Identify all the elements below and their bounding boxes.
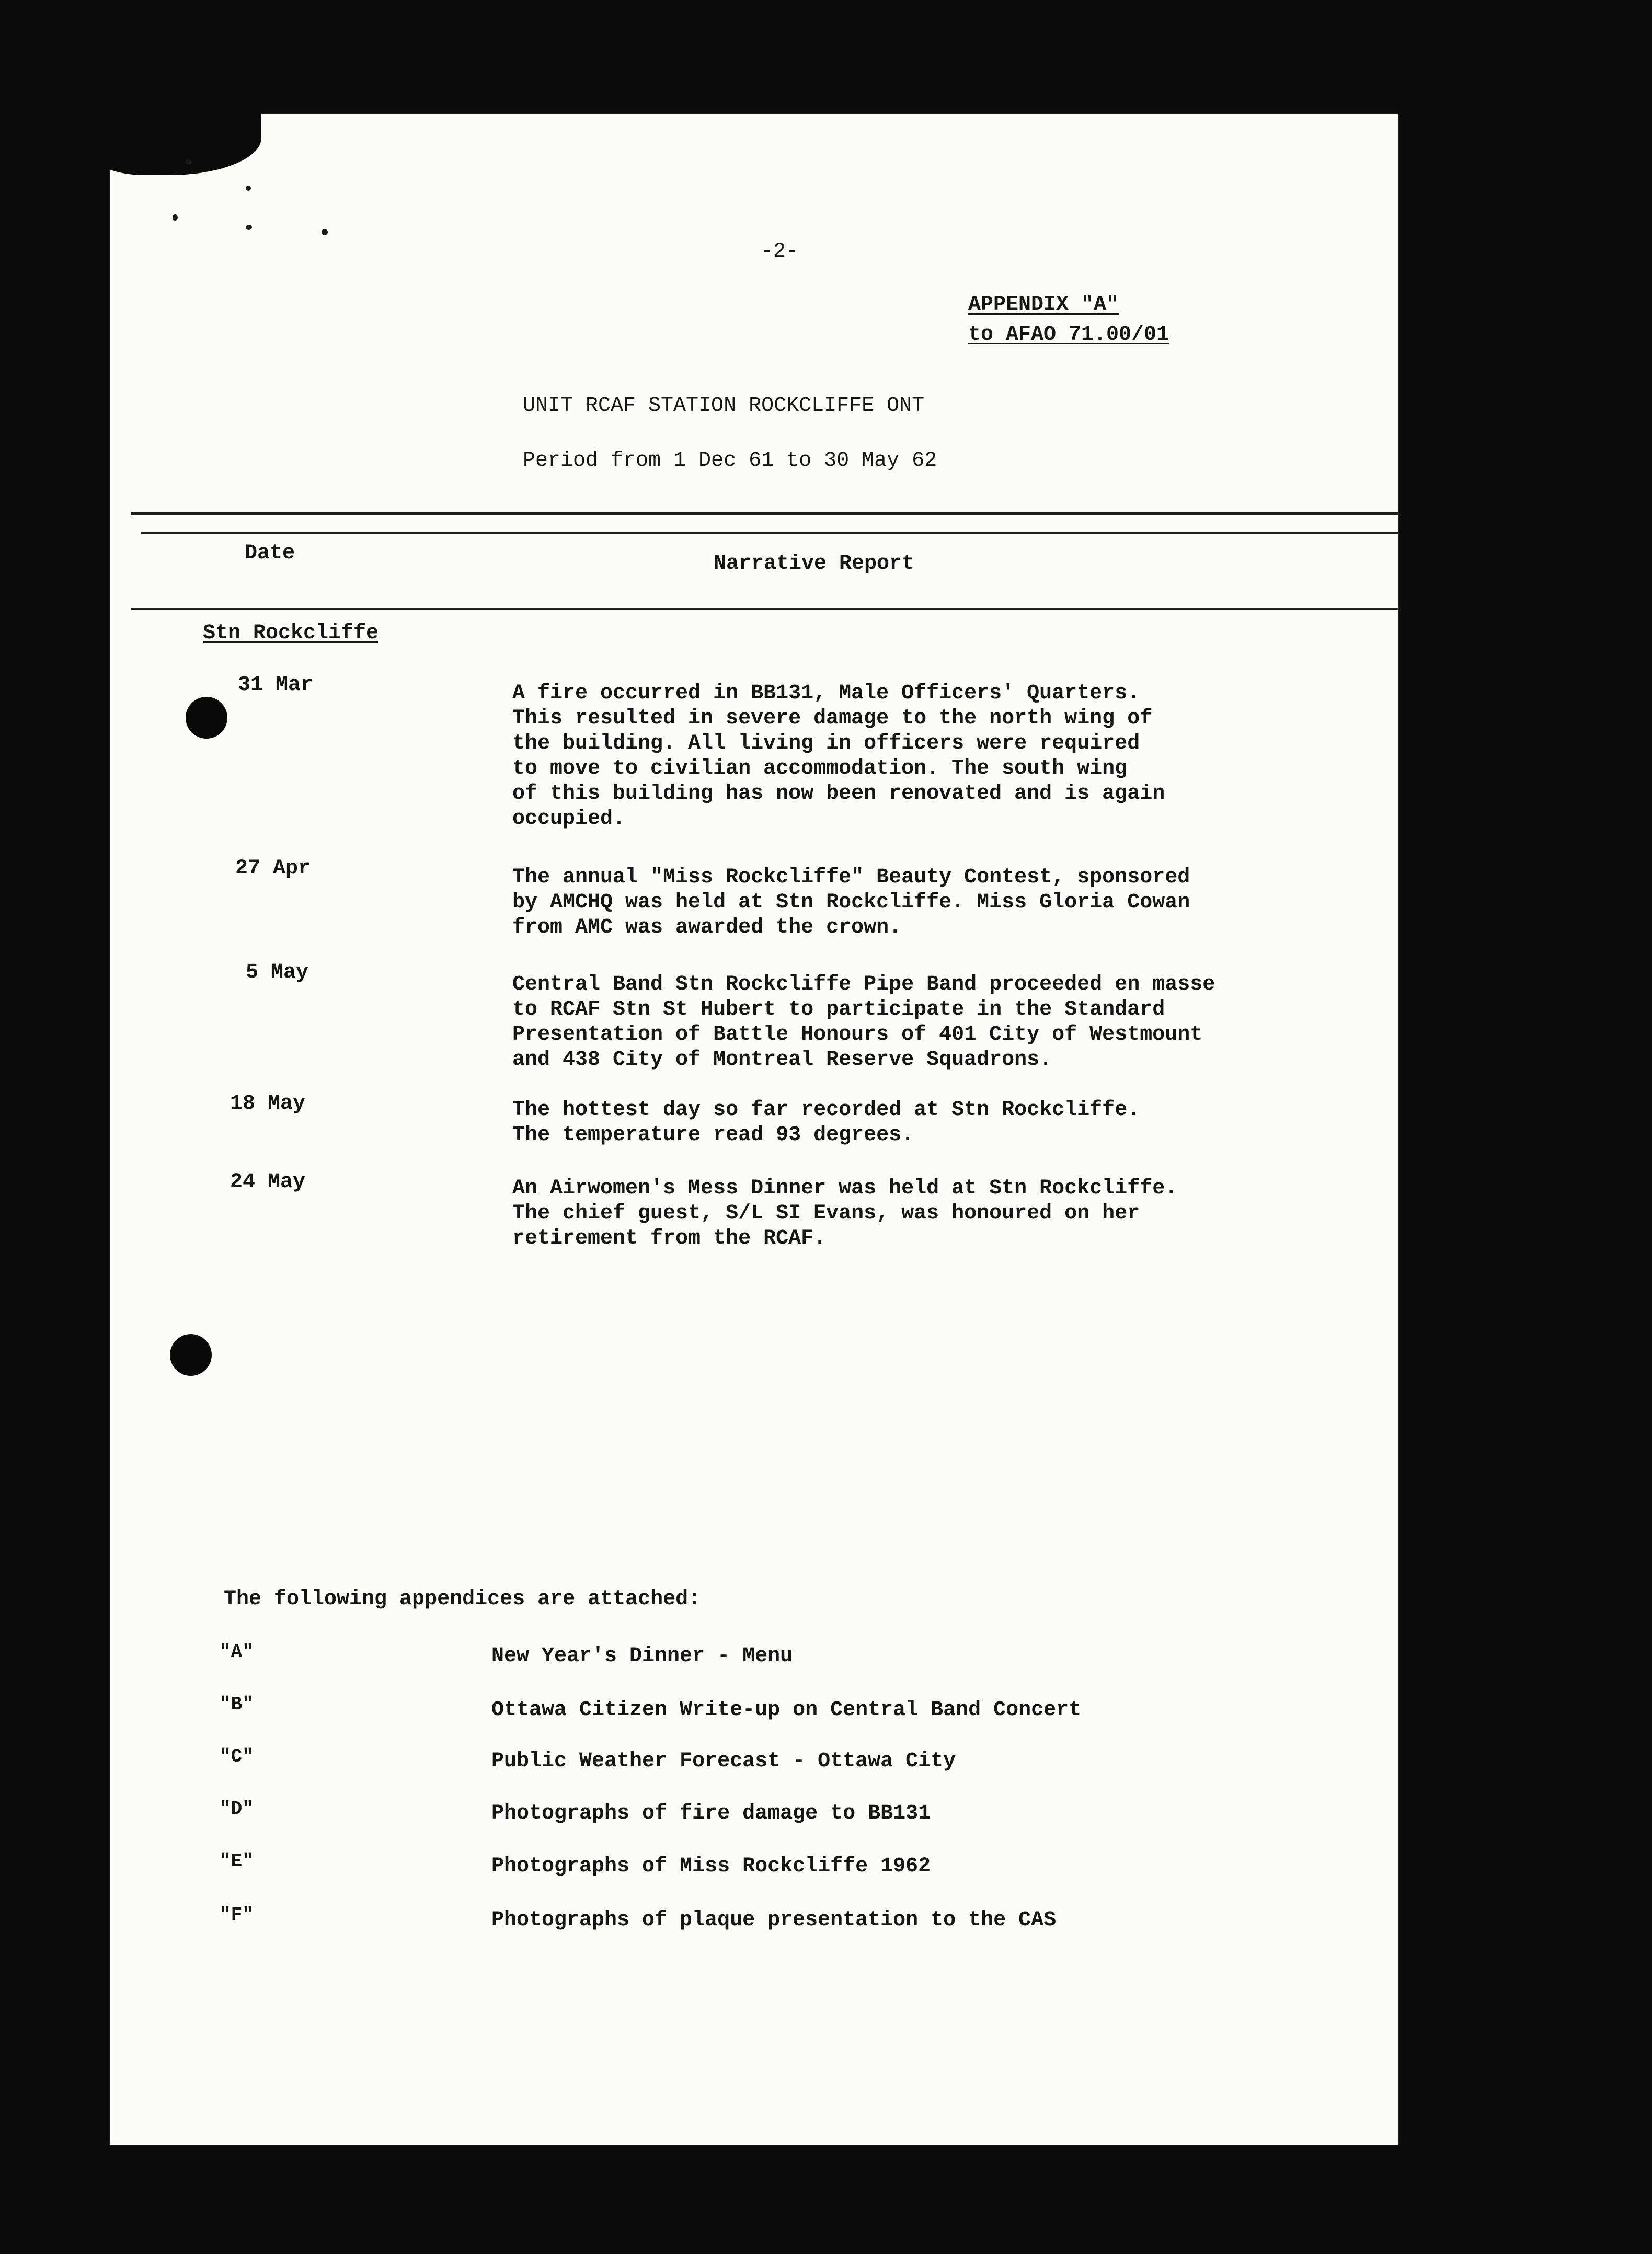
appendix-description: Photographs of fire damage to BB131 — [491, 1802, 931, 1825]
header-mid-rule — [141, 532, 1398, 534]
entry-narrative: An Airwomen's Mess Dinner was held at Stn Rockcliffe. The chief guest, S/L SI Evans, was honoured on her retirement from the RCAF. — [512, 1177, 1178, 1250]
entry-date: 31 Mar — [238, 673, 314, 697]
appendix-code: "B" — [220, 1694, 254, 1715]
appendix-description: New Year's Dinner - Menu — [491, 1644, 793, 1668]
period-line: Period from 1 Dec 61 to 30 May 62 — [523, 449, 937, 473]
appendix-description: Public Weather Forecast - Ottawa City — [491, 1750, 956, 1773]
appendix-code: "C" — [220, 1746, 254, 1767]
appendices-intro: The following appendices are attached: — [224, 1588, 701, 1611]
appendix-description: Ottawa Citizen Write-up on Central Band Concert — [491, 1698, 1082, 1722]
speck — [322, 229, 328, 235]
entry-date: 24 May — [230, 1170, 306, 1194]
speck — [173, 214, 178, 221]
speck — [186, 159, 192, 165]
speck — [246, 225, 252, 230]
entry-date: 27 Apr — [235, 857, 311, 880]
appendix-code: "F" — [220, 1904, 254, 1926]
appendix-code: "A" — [220, 1641, 254, 1663]
column-header-narrative: Narrative Report — [714, 552, 915, 576]
entry-narrative: A fire occurred in BB131, Male Officers' Quarters. This resulted in severe damage to the north wing of the building. All living in officers were required to move to civilian accommodation. The south wing of this building has now been renovated and is again occupied. — [512, 682, 1165, 831]
punch-hole — [186, 697, 227, 739]
entry-date: 5 May — [246, 961, 309, 984]
entry-narrative: Central Band Stn Rockcliffe Pipe Band proceeded en masse to RCAF Stn St Hubert to participate in the Standard Presentation of Battle Honours of 401 City of Westmount and 438 City of Montreal Reserve Squadrons. — [512, 973, 1215, 1072]
page-number: -2- — [761, 240, 799, 263]
appendix-code: "E" — [220, 1850, 254, 1872]
punch-hole — [170, 1334, 212, 1376]
appendix-description: Photographs of Miss Rockcliffe 1962 — [491, 1855, 931, 1878]
header-top-rule — [131, 512, 1398, 515]
section-heading: Stn Rockcliffe — [203, 622, 379, 645]
unit-title: UNIT RCAF STATION ROCKCLIFFE ONT — [523, 394, 925, 418]
speck — [246, 186, 251, 191]
appendix-code: "D" — [220, 1798, 254, 1820]
column-header-date: Date — [245, 542, 295, 565]
entry-date: 18 May — [230, 1092, 306, 1116]
appendix-description: Photographs of plaque presentation to the CAS — [491, 1908, 1057, 1932]
appendix-reference: to AFAO 71.00/01 — [968, 323, 1169, 347]
entry-narrative: The hottest day so far recorded at Stn Rockcliffe. The temperature read 93 degrees. — [512, 1098, 1140, 1147]
header-bottom-rule — [131, 608, 1398, 610]
appendix-label: APPENDIX "A" — [968, 293, 1119, 317]
entry-narrative: The annual "Miss Rockcliffe" Beauty Contest, sponsored by AMCHQ was held at Stn Rockcliffe. Miss Gloria Cowan from AMC was awarded the crown. — [512, 866, 1190, 939]
